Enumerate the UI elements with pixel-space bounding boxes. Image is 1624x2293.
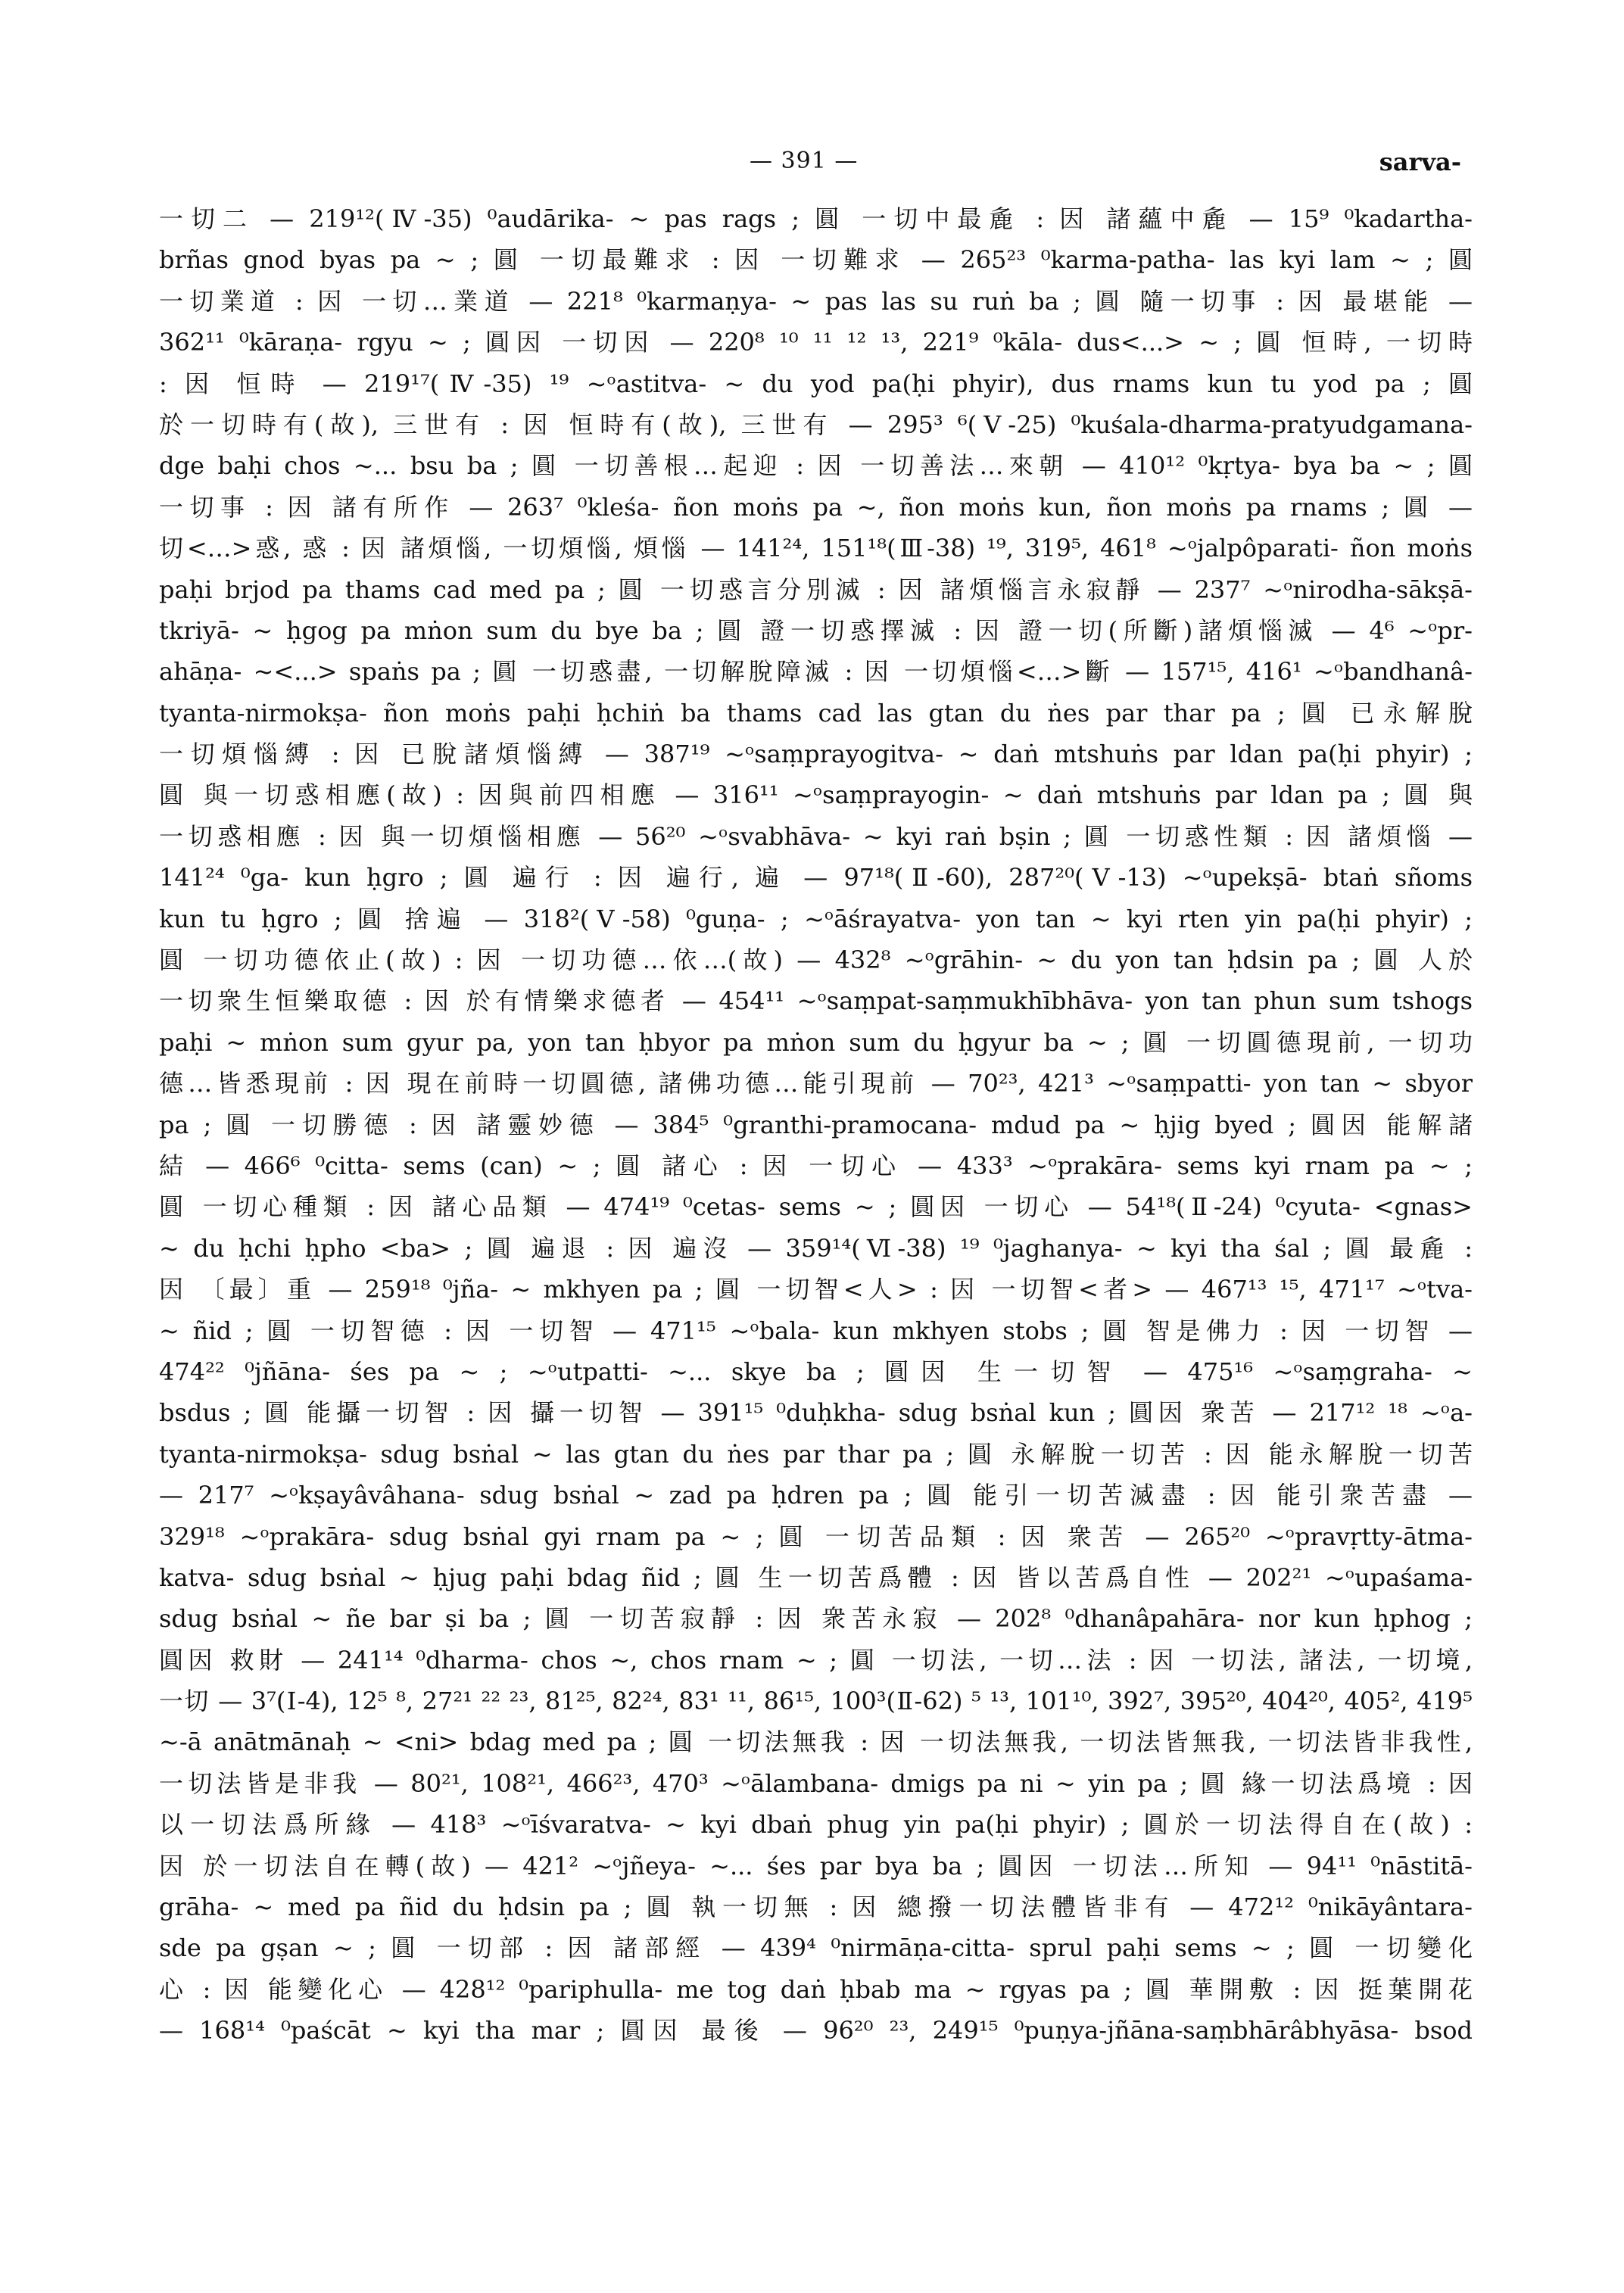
text-line: — 217⁷ ~ᵒkṣayâvâhana- sdug bsṅal ~ zad pa ḥdren pa ; 圓 能引一切苦滅盡 : 因 能引衆苦盡 — [159, 1481, 1473, 1510]
page-number: — 391 — [750, 148, 859, 174]
text-line: ahāṇa- ~<...> spaṅs pa ; 圓 一切惑盡, 一切解脫障滅 : 因 一切煩惱<…>斷 — 157¹⁵, 416¹ ~ᵒbandhanâ- [159, 657, 1473, 687]
text-line: 141²⁴ ⁰ga- kun ḥgro ; 圓 遍行 : 因 遍行, 遍 — 97¹⁸(Ⅱ-60), 287²⁰(Ⅴ-13) ~ᵒupekṣā- btaṅ sñoms [159, 863, 1473, 893]
text-line: katva- sdug bsṅal ~ ḥjug paḥi bdag ñid ; 圓 生一切苦爲體 : 因 皆以苦爲自性 — 202²¹ ~ᵒupaśama- [159, 1562, 1473, 1592]
text-line: 一切 — 3⁷(Ⅰ-4), 12⁵ ⁸, 27²¹ ²² ²³, 81²⁵, 82²⁴, 83¹ ¹¹, 86¹⁵, 100³(Ⅱ-62) ⁵ ¹³, 101¹⁰, 392⁷, 395²⁰, 404²⁰, 405², 419⁵ [159, 1687, 1473, 1716]
text-line: 一切衆生恒樂取德 : 因 於有情樂求德者 — 454¹¹ ~ᵒsaṃpat-saṃmukhībhāva- yon tan phun sum tshogs [159, 986, 1473, 1016]
text-line: 結 — 466⁶ ⁰citta- sems (can) ~ ; 圓 諸心 : 因 一切心 — 433³ ~ᵒprakāra- sems kyi rnam pa ~ ; [159, 1151, 1473, 1180]
dictionary-entries [159, 198, 1473, 2052]
text-line: 一切惑相應 : 因 與一切煩惱相應 — 56²⁰ ~ᵒsvabhāva- ~ kyi raṅ bṣin ; 圓 一切惑性類 : 因 諸煩惱 — [159, 821, 1473, 851]
text-line: 於一切時有(故), 三世有 : 因 恒時有(故), 三世有 — 295³ ⁶(Ⅴ-25) ⁰kuśala-dharma-pratyudgamana- [159, 410, 1473, 439]
text-line: ~ ñid ; 圓 一切智德 : 因 一切智 — 471¹⁵ ~ᵒbala- kun mkhyen stobs ; 圓 智是佛力 : 因 一切智 — [159, 1316, 1473, 1345]
text-line: 圓 一切心種類 : 因 諸心品類 — 474¹⁹ ⁰cetas- sems ~ ; 圓因 一切心 — 54¹⁸(Ⅱ-24) ⁰cyuta- <gnas> [159, 1192, 1473, 1222]
text-line: kun tu ḥgro ; 圓 捨遍 — 318²(Ⅴ-58) ⁰guṇa- ; ~ᵒāśrayatva- yon tan ~ kyi rten yin pa(ḥi phyir) ; [159, 904, 1473, 933]
text-line: 一切法皆是非我 — 80²¹, 108²¹, 466²³, 470³ ~ᵒālambana- dmigs pa ni ~ yin pa ; 圓 緣一切法爲境 : 因 [159, 1768, 1473, 1798]
text-line: brñas gnod byas pa ~ ; 圓 一切最難求 : 因 一切難求 — 265²³ ⁰karma-patha- las kyi lam ~ ; 圓 [159, 245, 1473, 275]
text-line: bsdus ; 圓 能攝一切智 : 因 攝一切智 — 391¹⁵ ⁰duḥkha- sdug bsṅal kun ; 圓因 衆苦 — 217¹² ¹⁸ ~ᵒa- [159, 1398, 1473, 1428]
text-line: 圓 與一切惑相應(故) : 因與前四相應 — 316¹¹ ~ᵒsaṃprayogin- ~ daṅ mtshuṅs par ldan pa ; 圓 與 [159, 780, 1473, 810]
text-line: 一切事 : 因 諸有所作 — 263⁷ ⁰kleśa- ñon moṅs pa ~, ñon moṅs kun, ñon moṅs pa rnams ; 圓 — [159, 492, 1473, 522]
text-line: dge baḥi chos ~... bsu ba ; 圓 一切善根…起迎 : 因 一切善法…來朝 — 410¹² ⁰kṛtya- bya ba ~ ; 圓 [159, 451, 1473, 481]
text-line: 圓因 救財 — 241¹⁴ ⁰dharma- chos ~, chos rnam ~ ; 圓 一切法, 一切…法 : 因 一切法, 諸法, 一切境, [159, 1645, 1473, 1675]
text-line: 362¹¹ ⁰kāraṇa- rgyu ~ ; 圓因 一切因 — 220⁸ ¹⁰ ¹¹ ¹² ¹³, 221⁹ ⁰kāla- dus<...> ~ ; 圓 恒時, 一切時 [159, 328, 1473, 357]
text-line: paḥi ~ mṅon sum gyur pa, yon tan ḥbyor pa mṅon sum du ḥgyur ba ~ ; 圓 一切圓德現前, 一切功 [159, 1027, 1473, 1057]
text-line: 因 〔最〕重 — 259¹⁸ ⁰jña- ~ mkhyen pa ; 圓 一切智<人> : 因 一切智<者> — 467¹³ ¹⁵, 471¹⁷ ~ᵒtva- [159, 1275, 1473, 1304]
running-headword: sarva- [1379, 148, 1461, 176]
text-line: 329¹⁸ ~ᵒprakāra- sdug bsṅal gyi rnam pa ~ ; 圓 一切苦品類 : 因 衆苦 — 265²⁰ ~ᵒpravṛtty-ātma- [159, 1522, 1473, 1551]
text-line: paḥi brjod pa thams cad med pa ; 圓 一切惑言分別滅 : 因 諸煩惱言永寂靜 — 237⁷ ~ᵒnirodha-sākṣā- [159, 575, 1473, 604]
text-line: 一切業道 : 因 一切…業道 — 221⁸ ⁰karmaṇya- ~ pas las su ruṅ ba ; 圓 隨一切事 : 因 最堪能 — [159, 286, 1473, 316]
text-line: ~-ā anātmānaḥ ~ <ni> bdag med pa ; 圓 一切法無我 : 因 一切法無我, 一切法皆無我, 一切法皆非我性, [159, 1728, 1473, 1757]
text-line: pa ; 圓 一切勝德 : 因 諸靈妙德 — 384⁵ ⁰granthi-pramocana- mdud pa ~ ḥjig byed ; 圓因 能解諸 [159, 1110, 1473, 1139]
page-header [0, 148, 1624, 178]
text-line: 以一切法爲所緣 — 418³ ~ᵒīśvaratva- ~ kyi dbaṅ phug yin pa(ḥi phyir) ; 圓於一切法得自在(故) : [159, 1810, 1473, 1840]
text-line: tkriyā- ~ ḥgog pa mṅon sum du bye ba ; 圓 證一切惑擇滅 : 因 證一切(所斷)諸煩惱滅 — 4⁶ ~ᵒpr- [159, 615, 1473, 645]
text-line: grāha- ~ med pa ñid du ḥdsin pa ; 圓 執一切無 : 因 總撥一切法體皆非有 — 472¹² ⁰nikāyântara- [159, 1893, 1473, 1922]
text-line: sdug bsṅal ~ ñe bar ṣi ba ; 圓 一切苦寂靜 : 因 衆苦永寂 — 202⁸ ⁰dhanâpahāra- nor kun ḥphog ; [159, 1604, 1473, 1634]
text-line: 因 於一切法自在轉(故) — 421² ~ᵒjñeya- ~... śes par bya ba ; 圓因 一切法…所知 — 94¹¹ ⁰nāstitā- [159, 1851, 1473, 1880]
text-line: 切<…>惑, 惑 : 因 諸煩惱, 一切煩惱, 煩惱 — 141²⁴, 151¹⁸(Ⅲ-38) ¹⁹, 319⁵, 461⁸ ~ᵒjalpôparati- ñon moṅs [159, 534, 1473, 563]
text-line: 圓 一切功德依止(故) : 因 一切功德…依…(故) — 432⁸ ~ᵒgrāhin- ~ du yon tan ḥdsin pa ; 圓 人於 [159, 946, 1473, 975]
text-line: 心 : 因 能變化心 — 428¹² ⁰pariphulla- me tog daṅ ḥbab ma ~ rgyas pa ; 圓 華開敷 : 因 挺葉開花 [159, 1974, 1473, 2004]
text-line: sde pa gṣan ~ ; 圓 一切部 : 因 諸部經 — 439⁴ ⁰nirmāṇa-citta- sprul paḥi sems ~ ; 圓 一切變化 [159, 1933, 1473, 1963]
text-line: — 168¹⁴ ⁰paścāt ~ kyi tha mar ; 圓因 最後 — 96²⁰ ²³, 249¹⁵ ⁰puṇya-jñāna-saṃbhārâbhyāsa- bsod [159, 2016, 1473, 2045]
text-line: ~ du ḥchi ḥpho <ba> ; 圓 遍退 : 因 遍沒 — 359¹⁴(Ⅵ-38) ¹⁹ ⁰jaghanya- ~ kyi tha śal ; 圓 最麁 : [159, 1233, 1473, 1263]
text-line: tyanta-nirmokṣa- sdug bsṅal ~ las gtan du ṅes par thar pa ; 圓 永解脫一切苦 : 因 能永解脫一切苦 [159, 1439, 1473, 1469]
text-line: 德…皆悉現前 : 因 現在前時一切圓德, 諸佛功德…能引現前 — 70²³, 421³ ~ᵒsaṃpatti- yon tan ~ sbyor [159, 1069, 1473, 1098]
text-line: 474²² ⁰jñāna- śes pa ~ ; ~ᵒutpatti- ~... skye ba ; 圓因 生一切智 — 475¹⁶ ~ᵒsaṃgraha- ~ [159, 1357, 1473, 1386]
text-line: 一切煩惱縛 : 因 已脫諸煩惱縛 — 387¹⁹ ~ᵒsaṃprayogitva- ~ daṅ mtshuṅs par ldan pa(ḥi phyir) ; [159, 740, 1473, 769]
text-line: 一切二 — 219¹²(Ⅳ-35) ⁰audārika- ~ pas rags ; 圓 一切中最麁 : 因 諸蘊中麁 — 15⁹ ⁰kadartha- [159, 204, 1473, 233]
text-line: tyanta-nirmokṣa- ñon moṅs paḥi ḥchiṅ ba thams cad las gtan du ṅes par thar pa ; 圓 已永解脫 [159, 698, 1473, 727]
text-line: : 因 恒時 — 219¹⁷(Ⅳ-35) ¹⁹ ~ᵒastitva- ~ du yod pa(ḥi phyir), dus rnams kun tu yod pa ; 圓 [159, 369, 1473, 398]
